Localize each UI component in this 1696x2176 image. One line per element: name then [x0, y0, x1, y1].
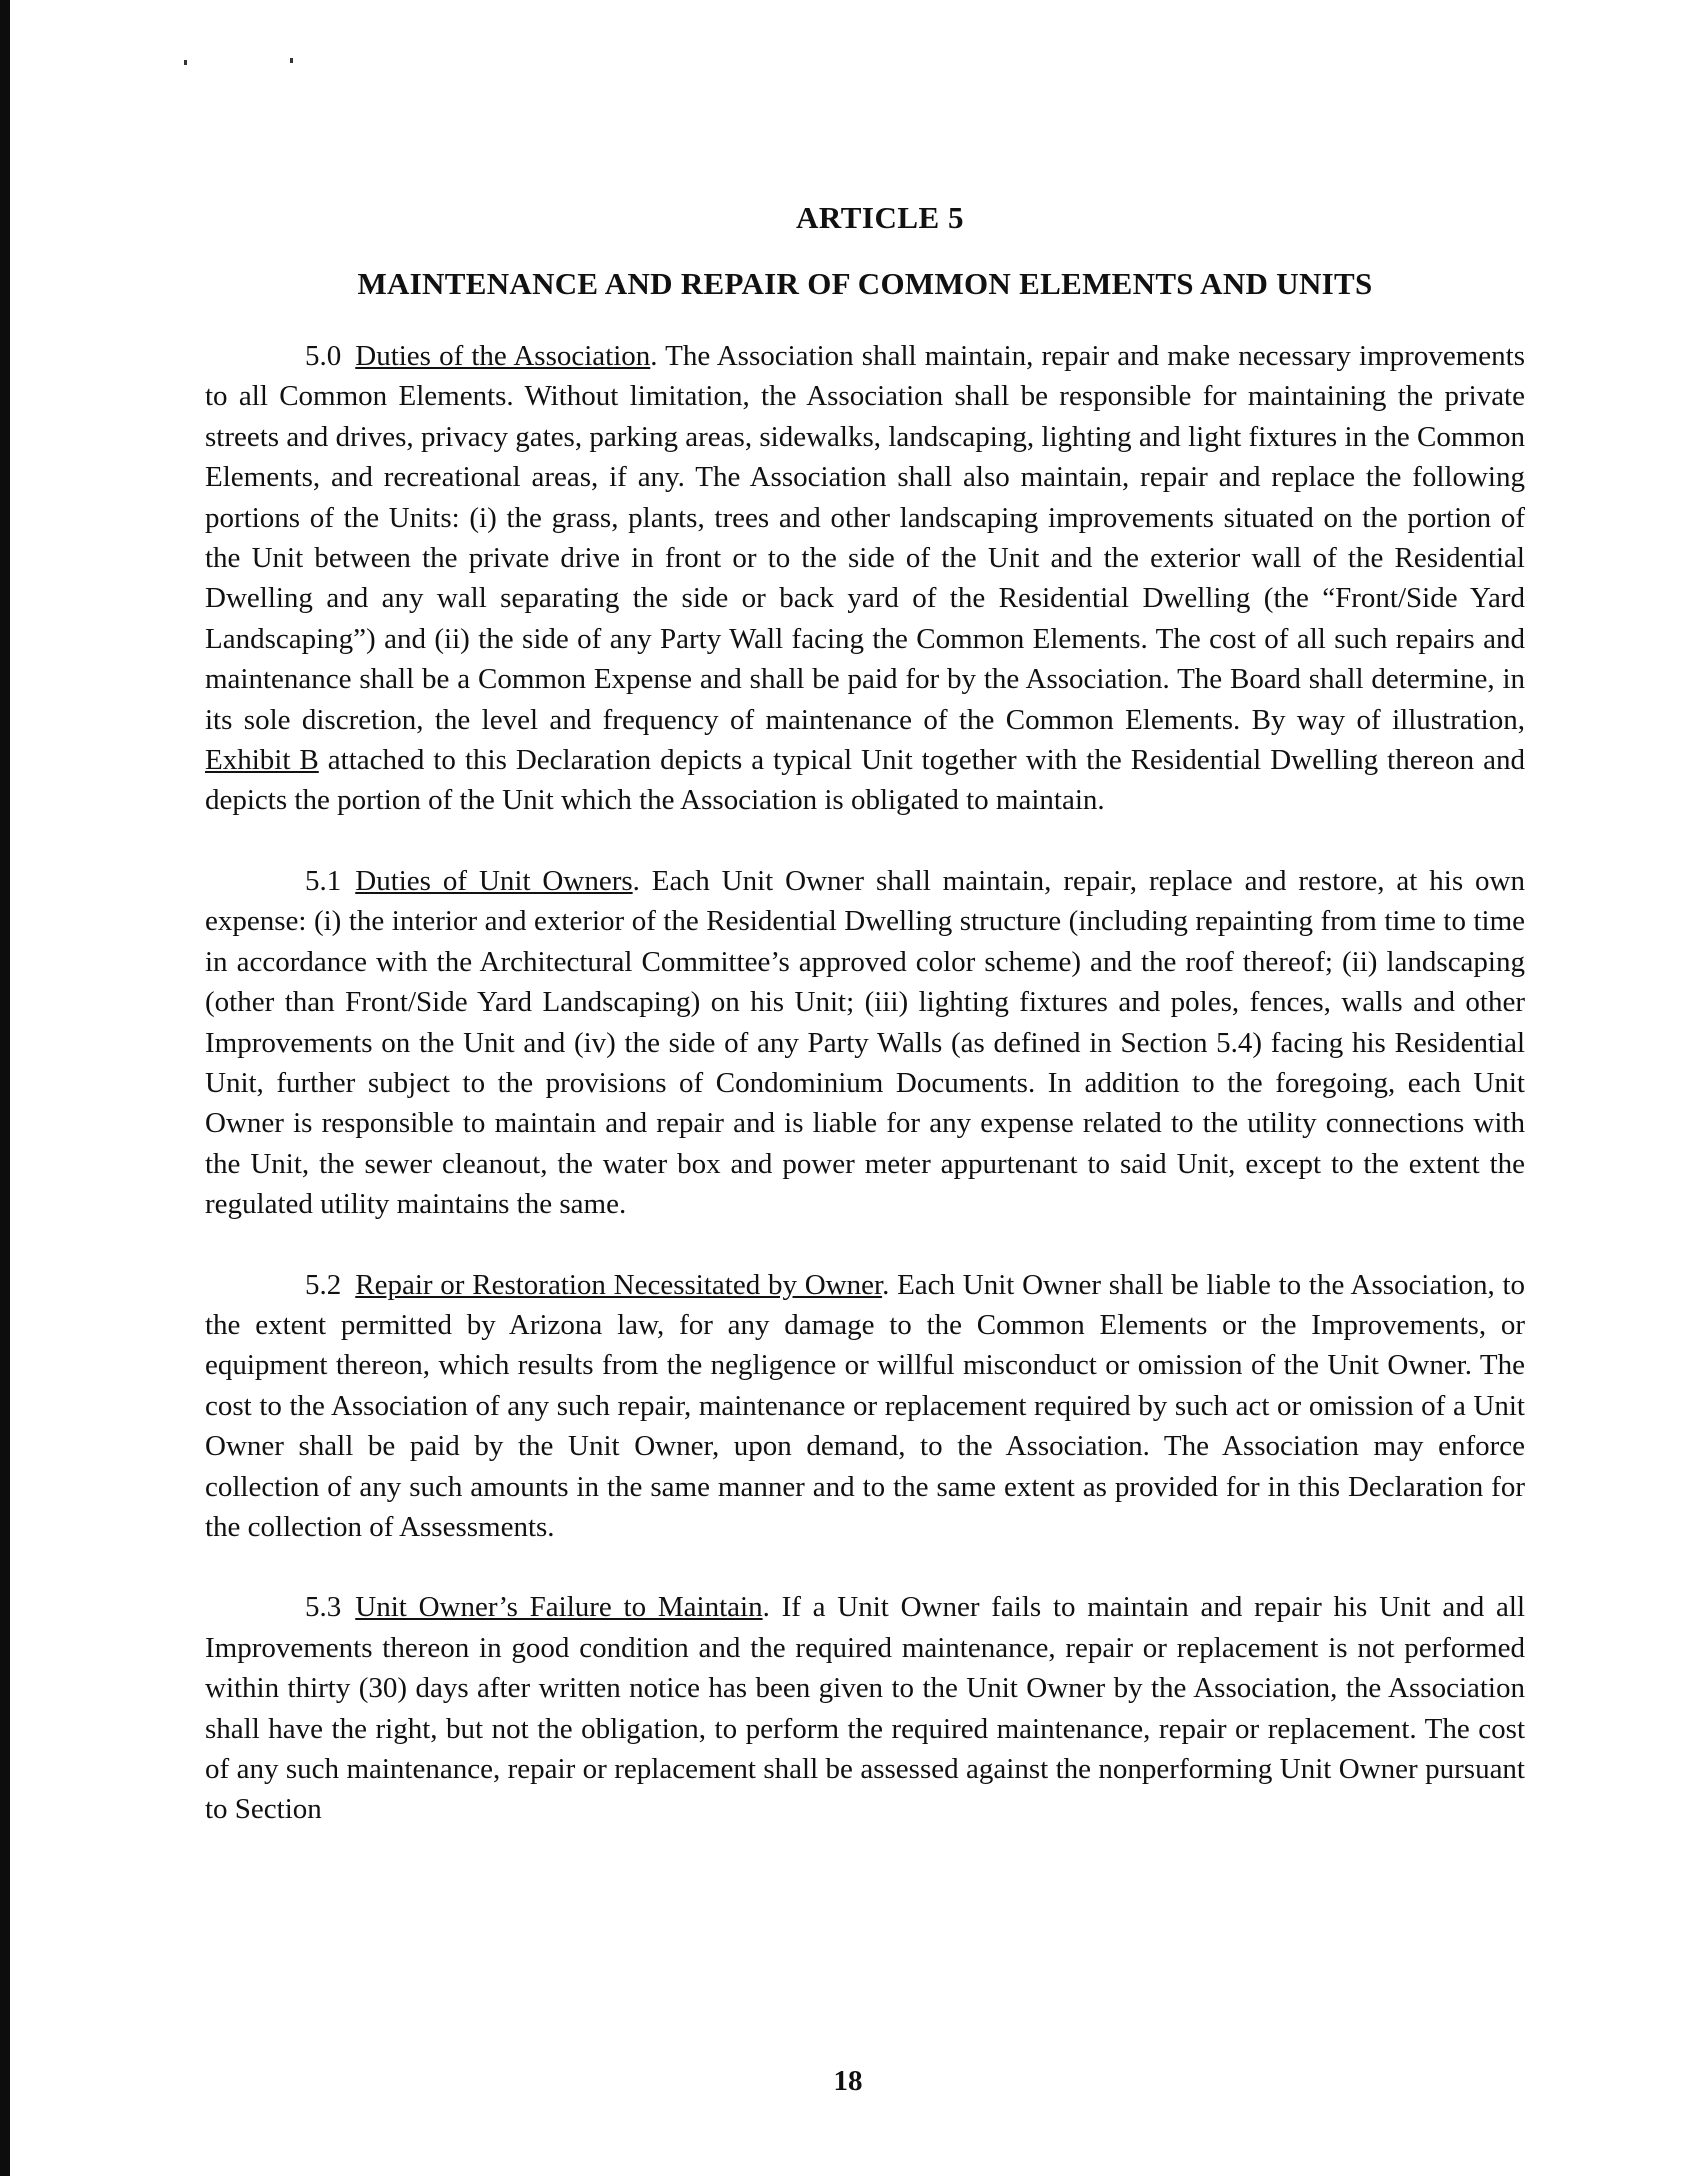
section-heading: Duties of Unit Owners [355, 864, 633, 897]
scan-speck [290, 58, 293, 63]
section-text: . The Association shall maintain, repair and make necessary improvements to all Common Elements. Without limitation, the Association shall be responsible for maintaining the private streets and drives, privacy gates, parking areas, sidewalks, landscaping, lighting and light fixtures in the Common Elements, and recreational areas, if any. The Association shall also maintain, repair and replace the following portions of the Units: (i) the grass, plants, trees and other landscaping improvements situated on the portion of the Unit between the private drive in front or to the side of the Unit and the exterior wall of the Residential Dwelling and any wall separating the side or back yard of the Residential Dwelling (the “Front/Side Yard Landscaping”) and (ii) the side of any Party Wall facing the Common Elements. The cost of all such repairs and maintenance shall be a Common Expense and shall be paid for by the Association. The Board shall determine, in its sole discretion, the level and frequency of maintenance of the Common Elements. By way of illustration, [205, 340, 1525, 736]
article-title: MAINTENANCE AND REPAIR OF COMMON ELEMENTS AND UNITS [357, 266, 1373, 301]
section-text: . Each Unit Owner shall be liable to the Association, to the extent permitted by Arizona law, for any damage to the Common Elements or the Improvements, or equipment thereon, which results from the negligence or willful misconduct or omission of the Unit Owner. The cost to the Association of any such repair, maintenance or replacement required by such act or omission of a Unit Owner shall be paid by the Unit Owner, upon demand, to the Association. The Association may enforce collection of any such amounts in the same manner and to the same extent as provided for in this Declaration for the collection of Assessments. [205, 1268, 1526, 1543]
scan-left-edge [0, 0, 10, 2176]
section-5-2 [205, 1265, 1525, 1548]
section-5-0 [205, 336, 1525, 821]
section-number: 5.3 [305, 1591, 342, 1624]
section-number: 5.1 [305, 864, 342, 897]
page-number: 18 [833, 2065, 863, 2097]
scan-speck [184, 60, 187, 65]
section-text: . If a Unit Owner fails to maintain and repair his Unit and all Improvements thereon in good condition and the required maintenance, repair or replacement is not performed within thirty (30) days after written notice has been given to the Unit Owner by the Association, the Association shall have the right, but not the obligation, to perform the required maintenance, repair or replacement. The cost of any such maintenance, repair or replacement shall be assessed against the nonperforming Unit Owner pursuant to Section [205, 1591, 1526, 1826]
section-5-1 [205, 861, 1525, 1225]
section-heading: Unit Owner’s Failure to Maintain [355, 1591, 763, 1624]
section-number: 5.2 [305, 1268, 342, 1301]
section-text: attached to this Declaration depicts a typical Unit together with the Residential Dwelling thereon and depicts the portion of the Unit which the Association is obligated to maintain. [205, 744, 1525, 817]
section-5-3 [205, 1587, 1525, 1829]
section-heading: Duties of the Association [355, 340, 651, 372]
section-number: 5.0 [305, 340, 342, 372]
section-heading: Repair or Restoration Necessitated by Owner [355, 1268, 883, 1301]
section-text: . Each Unit Owner shall maintain, repair, replace and restore, at his own expense: (i) the interior and exterior of the Residential Dwelling structure (including repainting from time to time in accordance with the Architectural Committee’s approved color scheme) and the roof thereof; (ii) landscaping (other than Front/Side Yard Landscaping) on his Unit; (iii) lighting fixtures and poles, fences, walls and other Improvements on the Unit and (iv) the side of any Party Walls (as defined in Section 5.4) facing his Residential Unit, further subject to the provisions of Condominium Documents. In addition to the foregoing, each Unit Owner is responsible to maintain and repair and is liable for any expense related to the utility connections with the Unit, the sewer cleanout, the water box and power meter appurtenant to said Unit, except to the extent the regulated utility maintains the same. [205, 864, 1525, 1221]
article-number: ARTICLE 5 [796, 200, 964, 235]
exhibit-reference: Exhibit B [205, 744, 319, 777]
document-page [205, 200, 1525, 1870]
